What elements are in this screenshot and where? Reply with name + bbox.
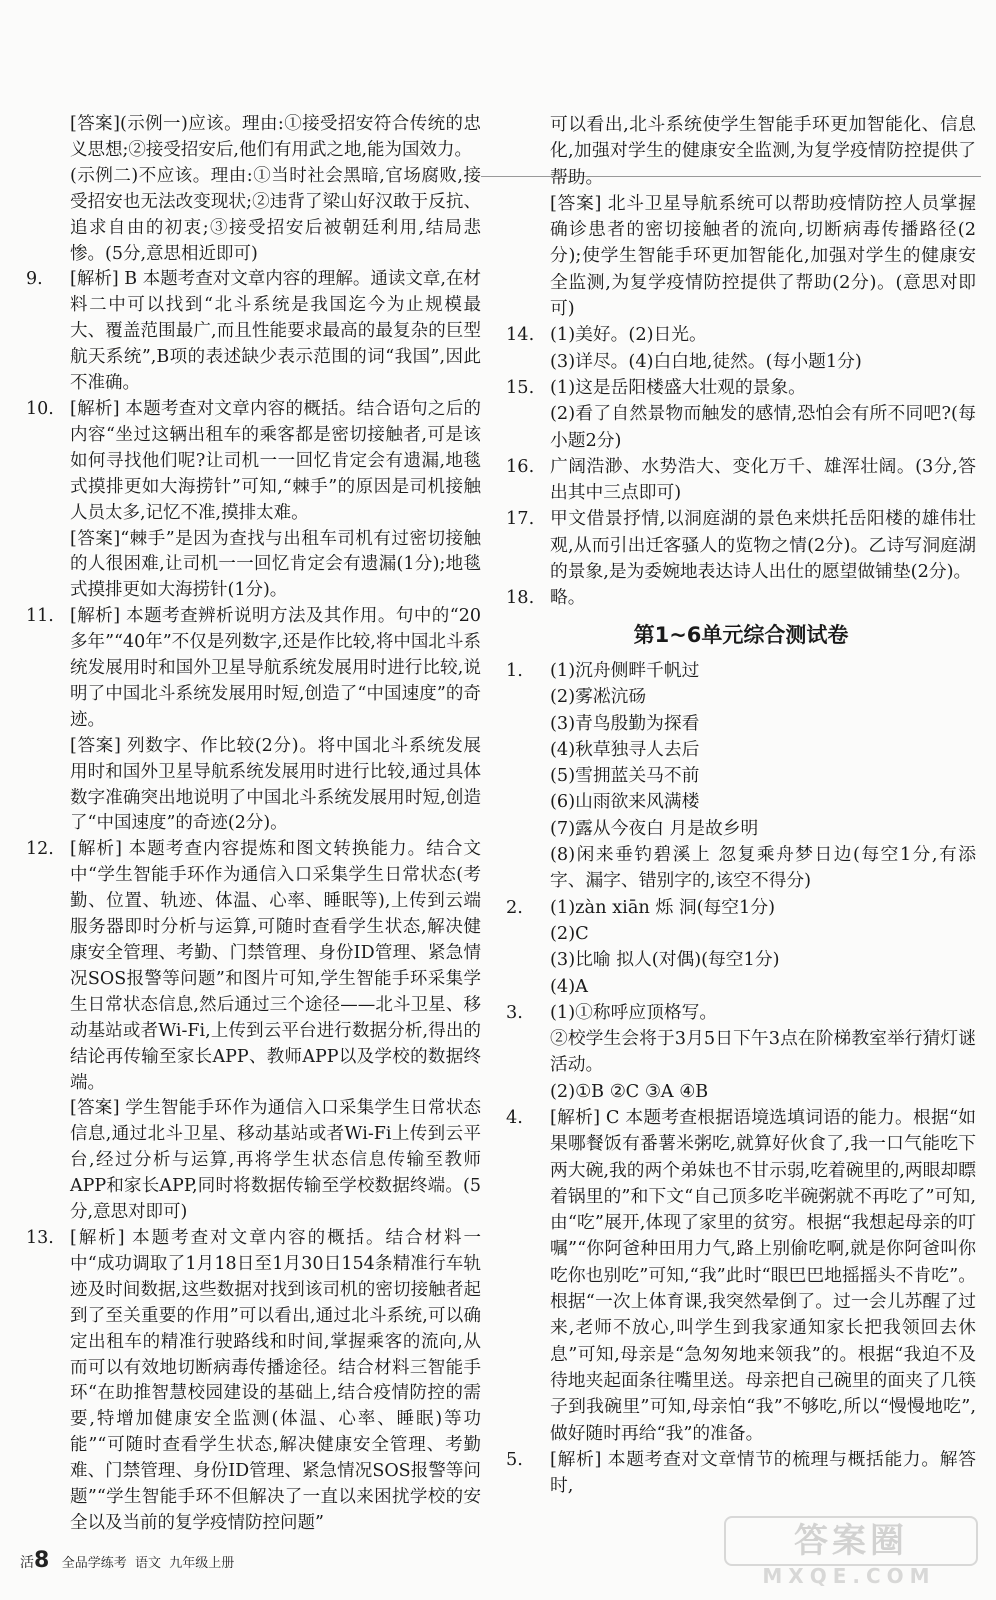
question-number: 3. bbox=[506, 1002, 523, 1023]
question-item bbox=[506, 895, 976, 1000]
question-analysis: [解析] 本题考查内容提炼和图文转换能力。结合文中“学生智能手环作为通信入口采集学生日常状态(考勤、位置、轨迹、体温、心率、睡眠等),上传到云端服务器即时分析与运算,可随时查看学生状态,解决健康安全管理、考勤、门禁管理、身份ID管理、紧急情况SOS报警等问题”和图片可知,学生智能手环采集学生日常状态信息,然后通过三个途径——北斗卫星、移动基站或者Wi-Fi,上传到云平台进行数据分析,得出的结论再传输至家长APP、教师APP以及学校的数据终端。 bbox=[70, 839, 481, 1093]
answer-line: (1)沉舟侧畔千帆过 bbox=[550, 660, 700, 681]
question-answer: [答案]“棘手”是因为查找与出租车司机有过密切接触的人很困难,让司机一一回忆肯定会有遗漏(1分);地毯式摸排更如大海捞针(1分)。 bbox=[70, 528, 481, 601]
answer-line: (3)详尽。(4)白白地,徒然。(每小题1分) bbox=[550, 351, 862, 372]
question-item bbox=[506, 375, 976, 454]
question-item bbox=[26, 604, 481, 837]
answer-line: (1)美好。(2)日光。 bbox=[550, 325, 707, 346]
question-item bbox=[506, 1105, 976, 1447]
answer-line: (2)雾凇沆砀 bbox=[550, 687, 647, 708]
question-number: 11. bbox=[26, 606, 54, 627]
answer-line: ②校学生会将于3月5日下午3点在阶梯教室举行猜灯谜活动。 bbox=[550, 1029, 976, 1076]
question-number: 17. bbox=[506, 509, 535, 530]
right-column bbox=[506, 112, 976, 1499]
question-analysis: [解析] 本题考查对文章内容的概括。结合语句之后的内容“坐过这辆出租车的乘客都是密切接触者,可是该如何寻找他们呢?让司机一一回忆肯定会有遗漏,地毯式摸排更如大海捞针”可知,“棘手”的原因是司机接触人员太多,记忆不准,摸排太难。 bbox=[70, 398, 481, 523]
page-number: 8 bbox=[34, 1548, 50, 1573]
answer-line: (3)比喻 拟人(对偶)(每空1分) bbox=[550, 950, 780, 971]
question-number: 13. bbox=[26, 1227, 54, 1248]
question-analysis: [解析] B 本题考查对文章内容的理解。通读文章,在材料二中可以找到“北斗系统是我国迄今为止规模最大、覆盖范围最广,而且性能要求最高的最复杂的巨型航天系统”,B项的表述缺少表示范围的词“我国”,因此不准确。 bbox=[70, 269, 481, 394]
answer-line: 略。 bbox=[550, 588, 586, 609]
answer-line: (6)山雨欲来风满楼 bbox=[550, 792, 700, 813]
question-analysis: [解析] C 本题考查根据语境选填词语的能力。根据“如果哪餐饭有番薯米粥吃,就算好伙食了,我一口气能吃下两大碗,我的两个弟妹也不甘示弱,吃着碗里的,两眼却瞟着锅里的”和下文“自己顶多吃半碗粥就不再吃了”可知,由“吃”展开,体现了家里的贫穷。根据“我想起母亲的叮嘱”“你阿爸种田用力气,路上别偷吃啊,就是你阿爸叫你吃你也别吃”可知,“我”此时“眼巴巴地摇摇头不肯吃”。根据“一次上体育课,我突然晕倒了。过一会儿苏醒了过来,老师不放心,叫学生到我家通知家长把我领回去休息”可知,母亲是“急匆匆地来领我”的。根据“我迫不及待地夹起面条往嘴里送。母亲把自己碗里的面夹了几筷子到我碗里”可知,母亲怕“我”不够吃,所以“慢慢地吃”,做好随时再给“我”的准备。 bbox=[550, 1107, 977, 1444]
question-number: 15. bbox=[506, 377, 535, 398]
question-item bbox=[506, 506, 976, 585]
question-analysis: [解析] 本题考查对文章内容的概括。结合材料一中“成功调取了1月18日至1月30日154条精准行车轨迹及时间数据,这些数据对找到该司机的密切接触者起到了至关重要的作用”可以看出,通过北斗系统,可以确定出租车的精准行驶路线和时间,掌握乘客的流向,从而可以有效地切断病毒传播途径。结合材料三智能手环“在助推智慧校园建设的基础上,结合疫情防控的需要,特增加健康安全监测(体温、心率、睡眠)等功能”“可随时查看学生状态,解决健康安全管理、考勤难、门禁管理、身份ID管理、紧急情况SOS报警等问题”“学生智能手环不但解决了一直以来困扰学校的安全以及当前的复学疫情防控问题” bbox=[70, 1227, 481, 1533]
question-answer: [答案] 列数字、作比较(2分)。将中国北斗系统发展用时和国外卫星导航系统发展用时进行比较,通过具体数字准确突出地说明了中国北斗系统发展用时短,创造了“中国速度”的奇迹(2分)。 bbox=[70, 735, 481, 834]
answer-line: (1)zàn xiān 烁 洞(每空1分) bbox=[550, 897, 776, 918]
watermark-logo-text: 答案圈 bbox=[724, 1516, 978, 1566]
question-item bbox=[506, 1447, 976, 1500]
page-footer bbox=[20, 1548, 234, 1573]
question-number: 1. bbox=[506, 660, 523, 681]
subject-name: 语文 bbox=[135, 1556, 162, 1571]
answer-line: (3)青鸟殷勤为探看 bbox=[550, 713, 700, 734]
question-item bbox=[26, 837, 481, 1226]
question-analysis: [解析] 本题考查辨析说明方法及其作用。句中的“20多年”“40年”不仅是列数字,还是作比较,将中国北斗系统发展用时和国外卫星导航系统发展用时进行比较,说明了中国北斗系统发展用时短,创造了“中国速度”的奇迹。 bbox=[70, 606, 481, 730]
watermark-url: MXQE.COM bbox=[762, 1564, 936, 1588]
answer-line: (8)闲来垂钓碧溪上 忽复乘舟梦日边(每空1分,有添字、漏字、错别字的,该空不得分) bbox=[550, 845, 976, 892]
section-title: 第1~6单元综合测试卷 bbox=[633, 622, 849, 647]
grade-name: 九年级上册 bbox=[169, 1556, 235, 1571]
question-answer: [答案] 北斗卫星导航系统可以帮助疫情防控人员掌握确诊患者的密切接触者的流向,切断病毒传播路径(2分);使学生智能手环更加智能化,加强对学生的健康安全监测,为复学疫情防控提供了帮助(2分)。(意思对即可) bbox=[550, 193, 976, 320]
answer-line: (4)A bbox=[550, 976, 588, 997]
question-number: 2. bbox=[506, 897, 523, 918]
continued-text: 可以看出,北斗系统使学生智能手环更加智能化、信息化,加强对学生的健康安全监测,为复学疫情防控提供了帮助。 bbox=[550, 115, 976, 188]
answer-line: (2)①B ②C ③A ④B bbox=[550, 1081, 709, 1102]
answer-block: [答案](示例一)应该。理由:①接受招安符合传统的忠义思想;②接受招安后,他们有用武之地,能为国效力。 bbox=[70, 114, 481, 160]
answer-line: (1)①称呼应顶格写。 bbox=[550, 1002, 718, 1023]
question-number: 18. bbox=[506, 588, 535, 609]
answer-line: 广阔浩渺、水势浩大、变化万千、雄浑壮阔。(3分,答出其中三点即可) bbox=[550, 456, 976, 504]
question-item bbox=[26, 397, 481, 604]
question-item bbox=[26, 267, 481, 397]
question-item bbox=[506, 1000, 976, 1105]
left-column bbox=[26, 112, 481, 1537]
question-item bbox=[506, 322, 976, 375]
question-answer: [答案] 学生智能手环作为通信入口采集学生日常状态信息,通过北斗卫星、移动基站或者Wi-Fi上传到云平台,经过分析与运算,再将学生状态信息传输至教师APP和家长APP,同时将数据传输至学校数据终端。(5分,意思对即可) bbox=[70, 1098, 481, 1223]
page-prefix: 活 bbox=[20, 1555, 34, 1571]
answer-line: (7)露从今夜白 月是故乡明 bbox=[550, 818, 759, 839]
question-number: 16. bbox=[506, 456, 535, 477]
answer-block: (示例二)不应该。理由:①当时社会黑暗,官场腐败,接受招安也无法改变现状;②违背了梁山好汉敢于反抗、追求自由的初衷;③接受招安后被朝廷利用,结局悲惨。(5分,意思相近即可) bbox=[70, 165, 481, 264]
question-number: 12. bbox=[26, 839, 54, 860]
question-item bbox=[506, 658, 976, 895]
answer-line: (4)秋草独寻人去后 bbox=[550, 739, 700, 760]
question-number: 9. bbox=[26, 269, 43, 290]
question-number: 4. bbox=[506, 1107, 523, 1128]
question-number: 10. bbox=[26, 398, 54, 419]
question-item bbox=[26, 1226, 481, 1537]
answer-line: (1)这是岳阳楼盛大壮观的景象。 bbox=[550, 377, 806, 398]
question-analysis: [解析] 本题考查对文章情节的梳理与概括能力。解答时, bbox=[550, 1449, 976, 1497]
question-number: 5. bbox=[506, 1449, 523, 1470]
question-item bbox=[506, 454, 976, 507]
answer-line: (5)雪拥蓝关马不前 bbox=[550, 766, 700, 787]
answer-line: (2)C bbox=[550, 923, 589, 944]
watermark-logo bbox=[724, 1516, 974, 1586]
question-number: 14. bbox=[506, 325, 535, 346]
question-item bbox=[506, 585, 976, 611]
answer-line: (2)看了自然景物而触发的感情,恐怕会有所不同吧?(每小题2分) bbox=[550, 404, 976, 451]
answer-line: 甲文借景抒情,以洞庭湖的景色来烘托岳阳楼的雄伟壮观,从而引出迁客骚人的览物之情(2分)。乙诗写洞庭湖的景象,是为委婉地表达诗人出仕的愿望做铺垫(2分)。 bbox=[550, 509, 976, 583]
series-name: 全品学练考 bbox=[61, 1556, 127, 1571]
